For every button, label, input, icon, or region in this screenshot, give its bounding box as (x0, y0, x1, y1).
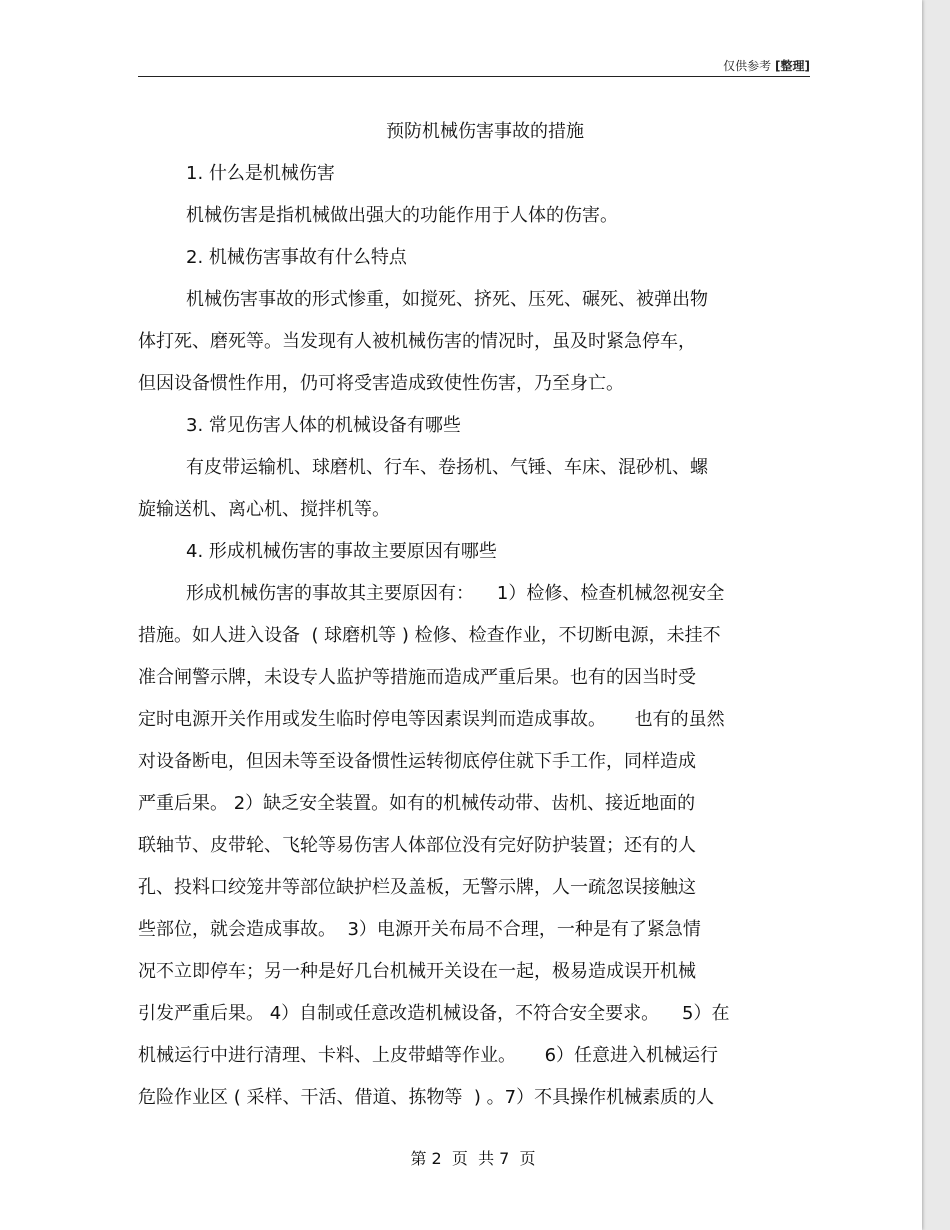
paragraph-line: 旋输送机、离心机、搅拌机等。 (138, 499, 390, 520)
paragraph-line: 体打死、磨死等。当发现有人被机械伤害的情况时，虽及时紧急停车， (138, 331, 696, 352)
page-footer: 第 2 页 共 7 页 (410, 1149, 536, 1168)
header-tag: [整理] (775, 59, 810, 73)
section-heading-1: 1. 什么是机械伤害 (186, 163, 335, 184)
header-note: 仅供参考 (723, 59, 772, 73)
paragraph-line: 些部位，就会造成事故。 3）电源开关布局不合理，一种是有了紧急情 (138, 919, 701, 940)
paragraph-line: 准合闸警示牌，未设专人监护等措施而造成严重后果。也有的因当时受 (138, 667, 696, 688)
page-header (723, 57, 810, 74)
paragraph-line: 严重后果。 2）缺乏安全装置。如有的机械传动带、齿机、接近地面的 (138, 793, 696, 814)
paragraph-line: 引发严重后果。 4）自制或任意改造机械设备，不符合安全要求。 5）在 (138, 1003, 730, 1024)
section-heading-4: 4. 形成机械伤害的事故主要原因有哪些 (186, 541, 497, 562)
document-title: 预防机械伤害事故的措施 (386, 121, 584, 142)
paragraph-line: 形成机械伤害的事故其主要原因有： 1）检修、检查机械忽视安全 (186, 583, 725, 604)
paragraph-line: 但因设备惯性作用，仍可将受害造成致使性伤害，乃至身亡。 (138, 373, 624, 394)
header-rule (138, 76, 810, 77)
section-heading-3: 3. 常见伤害人体的机械设备有哪些 (186, 415, 461, 436)
paragraph-line: 措施。如人进入设备 ( 球磨机等 ) 检修、检查作业，不切断电源，未挂不 (138, 625, 721, 646)
paragraph-line: 孔、投料口绞笼井等部位缺护栏及盖板，无警示牌，人一疏忽误接触这 (138, 877, 696, 898)
paragraph-line: 机械运行中进行清理、卡料、上皮带蜡等作业。 6）任意进入机械运行 (138, 1045, 719, 1066)
paragraph-line: 况不立即停车；另一种是好几台机械开关设在一起，极易造成误开机械 (138, 961, 696, 982)
paragraph-line: 机械伤害事故的形式惨重，如搅死、挤死、压死、碾死、被弹出物 (186, 289, 708, 310)
paragraph-line: 定时电源开关作用或发生临时停电等因素误判而造成事故。 也有的虽然 (138, 709, 725, 730)
paragraph-line: 有皮带运输机、球磨机、行车、卷扬机、气锤、车床、混砂机、螺 (186, 457, 708, 478)
paragraph-line: 危险作业区 ( 采样、干活、借道、拣物等 ) 。7）不具操作机械素质的人 (138, 1087, 715, 1108)
section-heading-2: 2. 机械伤害事故有什么特点 (186, 247, 407, 268)
paragraph-line: 机械伤害是指机械做出强大的功能作用于人体的伤害。 (186, 205, 618, 226)
paragraph-line: 对设备断电，但因未等至设备惯性运转彻底停住就下手工作，同样造成 (138, 751, 696, 772)
paragraph-line: 联轴节、皮带轮、飞轮等易伤害人体部位没有完好防护装置；还有的人 (138, 835, 696, 856)
